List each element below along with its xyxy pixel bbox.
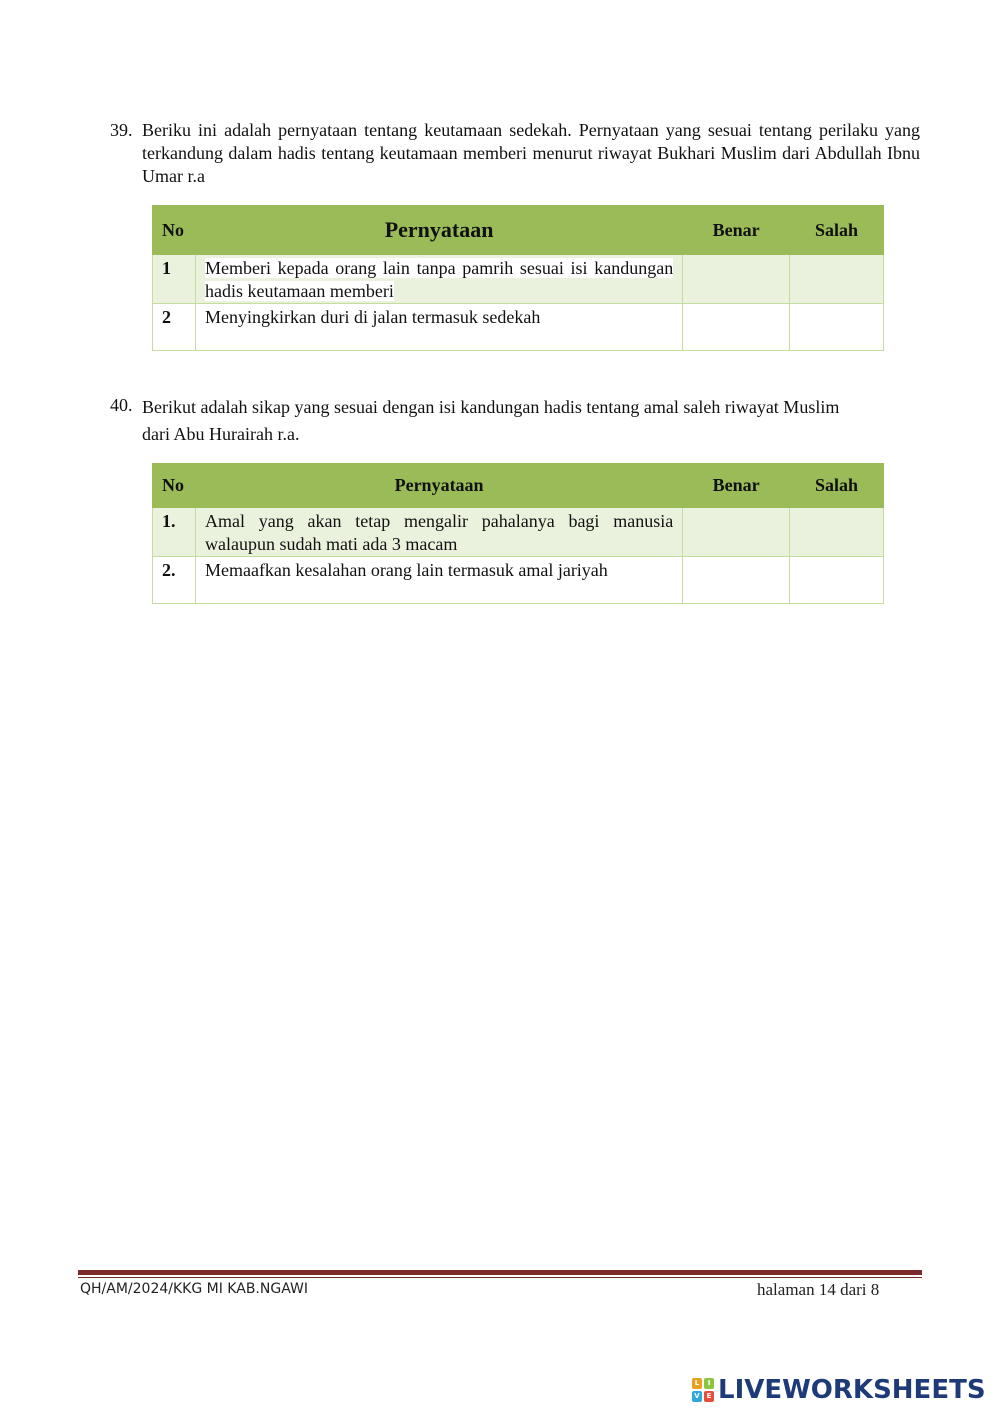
table-header-row [153, 206, 884, 255]
row-statement [195, 255, 682, 304]
statement-table-40 [152, 463, 884, 604]
liveworksheets-brand [692, 1374, 986, 1406]
header-true: Benar [683, 464, 790, 508]
header-no: No [153, 206, 196, 255]
page-number: halaman 14 dari 8 [757, 1280, 880, 1299]
row-statement: Menyingkirkan duri di jalan termasuk sedekah [195, 304, 682, 351]
answer-true-cell[interactable] [683, 508, 790, 557]
table-row [153, 304, 884, 351]
answer-true-cell[interactable] [683, 255, 790, 304]
header-no: No [153, 464, 196, 508]
row-number: 1 [153, 255, 196, 304]
logo-tile: E [704, 1391, 714, 1402]
answer-false-cell[interactable] [790, 508, 884, 557]
liveworksheets-logo-icon [692, 1378, 714, 1402]
table-row [153, 255, 884, 304]
header-statement: Pernyataan [195, 206, 682, 255]
footer-code: QH/AM/2024/KKG MI KAB.NGAWI [80, 1281, 308, 1297]
question-text: Beriku ini adalah pernyataan tentang keutamaan sedekah. Pernyataan yang sesuai tentang perilaku yang terkandung dalam hadis tentang keutamaan memberi menurut riwayat Bukhari Muslim dari Abdullah Ibnu Umar r.a [142, 120, 920, 186]
answer-true-cell[interactable] [683, 304, 790, 351]
header-true: Benar [683, 206, 790, 255]
footer-divider-thin [78, 1277, 922, 1278]
row-number: 2. [153, 557, 196, 604]
logo-tile: V [692, 1391, 702, 1402]
question-39 [110, 119, 920, 188]
statement-text: Memberi kepada orang lain tanpa pamrih sesuai isi kandungan hadis keutamaan memberi [204, 258, 674, 301]
answer-false-cell[interactable] [790, 304, 884, 351]
row-statement: Memaafkan kesalahan orang lain termasuk amal jariyah [195, 557, 682, 604]
question-number: 39. [110, 120, 133, 140]
header-false: Salah [790, 206, 884, 255]
header-false: Salah [790, 464, 884, 508]
table-header-row [153, 464, 884, 508]
header-statement: Pernyataan [195, 464, 682, 508]
answer-false-cell[interactable] [790, 255, 884, 304]
row-number: 1. [153, 508, 196, 557]
logo-tile: L [692, 1378, 702, 1389]
question-text: Berikut adalah sikap yang sesuai dengan isi kandungan hadis tentang amal saleh riwayat Muslim dari Abu Hurairah r.a. [142, 397, 840, 444]
footer-divider-thick [78, 1270, 922, 1275]
table-row [153, 508, 884, 557]
answer-true-cell[interactable] [683, 557, 790, 604]
question-40 [110, 394, 920, 448]
answer-false-cell[interactable] [790, 557, 884, 604]
question-number: 40. [110, 395, 133, 415]
logo-tile: I [704, 1378, 714, 1389]
statement-table-39 [152, 205, 884, 351]
table-row [153, 557, 884, 604]
brand-name: LIVEWORKSHEETS [718, 1375, 986, 1405]
row-number: 2 [153, 304, 196, 351]
row-statement: Amal yang akan tetap mengalir pahalanya bagi manusia walaupun sudah mati ada 3 macam [195, 508, 682, 557]
